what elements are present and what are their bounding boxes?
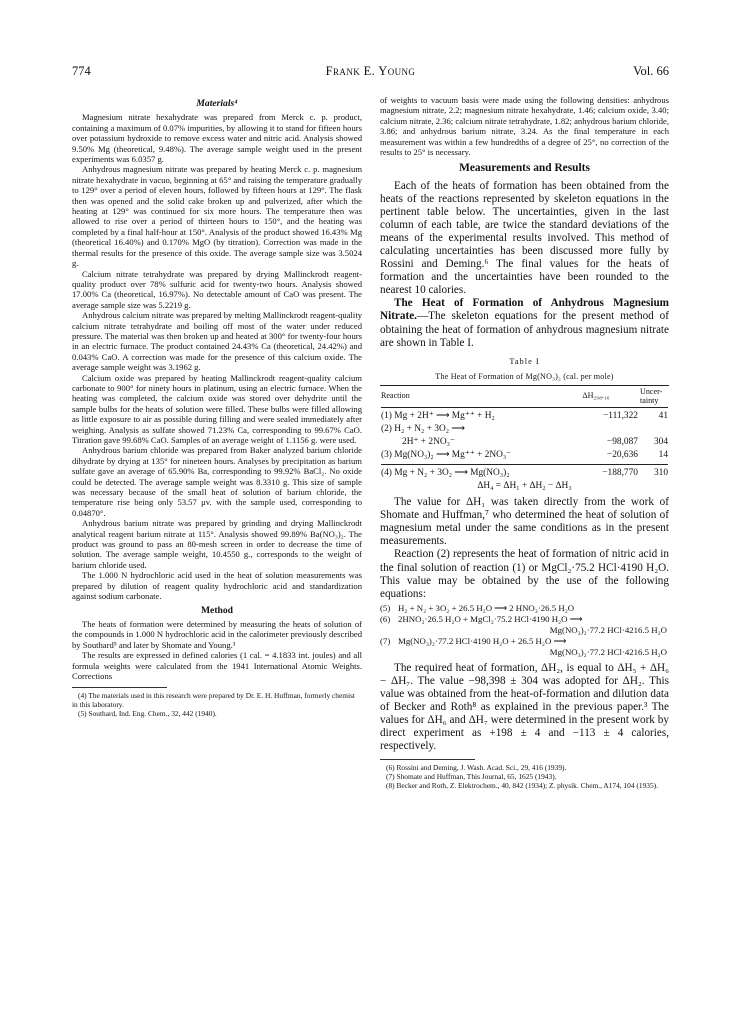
section-heading: Measurements and Results	[459, 162, 590, 175]
equation-6	[380, 614, 669, 625]
left-column	[72, 95, 362, 718]
method-heading: Method	[201, 604, 233, 616]
body-paragraph: Each of the heats of formation has been obtained from the heats of the reactions represented by skeleton equations in the pertinent table below. The uncertainties, given in the last column of each table, are twice the standard deviations of the means of the experimental results involved. This method of calculating uncertainties has been discussed more fully by Rossini and Deming.⁶ The final values for the heats of formation and the uncertainties have been rounded to the nearest 10 calories.	[380, 179, 669, 297]
table-header-reaction: Reaction	[381, 391, 410, 401]
equation-7	[380, 636, 669, 647]
method-paragraph: The results are expressed in defined calories (1 cal. = 4.1833 int. joules) and all formula weights were calculated from the 1941 International Atomic Weights. Corrections	[72, 650, 362, 681]
table-cell-reaction: (2) H₂ + N₂ + 3O₂ ⟶	[381, 423, 465, 434]
table-row	[380, 449, 669, 462]
table-row	[380, 410, 669, 423]
table-sum-rule	[381, 464, 668, 465]
subsection-heading: The Heat of Formation of Anhydrous Magnesium Nitrate.	[380, 297, 669, 323]
continuation-paragraph: of weights to vacuum basis were made using the following densities: anhydrous magnesium nitrate, 2.2; magnesium nitrate hexahydrate, 1.46; calcium oxide, 3.40; calcium nitrate, 2.36; calcium nitrate tetrahydrate, 1.82; anhydrous barium chloride, 3.86; and anhydrous barium nitrate, 3.24. As the final temperature in each measurement was within a few hundredths of a degree of 25°, no correction of the results to 25° is necessary.	[380, 95, 669, 158]
table-cell-dh: −188,770	[602, 467, 638, 478]
table-cell-dh: −111,322	[602, 410, 638, 421]
equation-text: H₂ + N₂ + 3O₂ + 26.5 H₂O ⟶ 2 HNO₃·26.5 H₂O	[398, 602, 575, 613]
footnote: (6) Rossini and Deming, J. Wash. Acad. Sci., 29, 416 (1939).	[386, 763, 567, 773]
materials-paragraph: Anhydrous barium chloride was prepared from Baker analyzed barium chloride dihydrate by drying at 135° for nineteen hours. Analyses by precipitation as barium sulfate gave an average of 65.90% Ba, corresponding to 99.92% BaCl₂. No oxide could be detected. The average sample weight was 8.3310 g. This size of sample was necessary because of the small heat of solution of barium chloride, the temperature rise being only 53.57 μv. with the sample used, corresponding to 0.04870°.	[72, 445, 362, 518]
table-cell-reaction: 2H⁺ + 2NO₃⁻	[402, 436, 455, 447]
footnote: (5) Southard, Ind. Eng. Chem., 32, 442 (1940).	[78, 709, 217, 719]
materials-heading: Materials⁴	[196, 98, 238, 109]
table-caption: The Heat of Formation of Mg(NO₃)₂ (cal. per mole)	[435, 371, 614, 381]
table-cell-uncertainty: 304	[653, 436, 668, 447]
equation-number: (7)	[380, 635, 391, 646]
materials-paragraph: Anhydrous magnesium nitrate was prepared by heating Merck c. p. magnesium nitrate hexahydrate in vacuo, beginning at 65° and raising the temperature gradually to 129° over a period of eleven hours, followed by fifteen hours at 129°. The flask then was opened and the solid cake broken up and pulverized, after which the heating at 129° was continued for six more hours. The temperature then was allowed to rise over a period of thirteen hours to 150°, and the heating was completed by a final half-hour at 150°. Analysis of the product showed 16.43% Mg (theoretical 16.40%) and 0.170% MgO (by titration). Correction was made in the thermal results for the presence of this oxide. The average sample size was 3.5024 g.	[72, 164, 362, 269]
footnote: (4) The materials used in this research were prepared by Dr. E. H. Huffman, formerly chemist in this laboratory.	[72, 691, 355, 710]
materials-paragraph: Anhydrous barium nitrate was prepared by grinding and drying Mallinckrodt analytical reagent barium nitrate at 115°. Analysis showed 99.89% Ba(NO₃)₂. The product was ground to pass an 80-mesh screen in order to decrease the time of solution. The average sample weight, 10.4550 g., corresponds to the weight of barium chloride used.	[72, 518, 362, 570]
equation-text: Mg(NO₃)₂·77.2 HCl·4216.5 H₂O	[549, 624, 667, 635]
table-header-uncertainty: Uncer-tainty	[640, 386, 663, 405]
table-body	[380, 387, 669, 480]
materials-paragraph: Anhydrous calcium nitrate was prepared by melting Mallinckrodt reagent-quality calcium nitrate tetrahydrate and boiling off most of the water under reduced pressure. The material was then broken up and heated at 300° for twenty-four hours in an electric furnace. The product contained 24.43% Ca (theoretical, 24.42%) and 0.043% CaO. A correction was made for the presence of this calcium oxide. The average sample weight was 3.1962 g.	[72, 310, 362, 373]
equation-list	[380, 603, 669, 658]
materials-paragraph: Magnesium nitrate hexahydrate was prepared from Merck c. p. product, containing a maximum of 0.07% impurities, by allowing it to stand for fifteen hours over potassium hydroxide to remove excess water and nitric acid. Analysis showed 9.50% Mg (theoretical, 9.48%). The average sample weight used in the present experiments was 6.0357 g.	[72, 112, 362, 165]
table-cell-uncertainty: 310	[653, 467, 668, 478]
equation-text: Mg(NO₃)₂·77.2 HCl·4190 H₂O + 26.5 H₂O ⟶	[398, 635, 567, 646]
table-row	[380, 467, 669, 480]
equation-number: (5)	[380, 602, 391, 613]
table-footer-equation: ΔH₄ = ΔH₁ + ΔH₂ − ΔH₃	[477, 480, 572, 491]
right-column	[380, 95, 669, 790]
body-paragraph: Reaction (2) represents the heat of formation of nitric acid in the final solution of reaction (1) or MgCl₂·75.2 HCl·4190 H₂O. This value may be obtained by the use of the following equations:	[380, 548, 669, 600]
materials-paragraph: Calcium nitrate tetrahydrate was prepared by drying Mallinckrodt reagent-quality product over 78% sulfuric acid for twenty-two hours. Analysis showed 17.00% Ca (theoretical, 16.97%). No detectable amount of CaO was present. The average sample size was 5.2219 g.	[72, 268, 362, 310]
equation-number: (6)	[380, 613, 391, 624]
table-cell-reaction: (3) Mg(NO₃)₂ ⟶ Mg⁺⁺ + 2NO₃⁻	[381, 449, 512, 460]
table-row	[380, 436, 669, 449]
right-footnotes	[380, 763, 669, 790]
body-paragraph: The Heat of Formation of Anhydrous Magnesium Nitrate.—The skeleton equations for the present method of obtaining the heat of formation of anhydrous magnesium nitrate are shown in Table I.	[380, 297, 669, 349]
table-cell-dh	[581, 423, 639, 436]
footnote-rule	[380, 759, 475, 760]
volume-label: Vol. 66	[633, 64, 669, 78]
table-cell-reaction: (1) Mg + 2H⁺ ⟶ Mg⁺⁺ + H₂	[381, 410, 495, 421]
equation-5	[380, 603, 669, 614]
materials-paragraph: The 1.000 N hydrochloric acid used in the heat of solution measurements was prepared by dilution of reagent quality hydrochloric acid and standardization against sodium carbonate.	[72, 570, 362, 602]
table-cell-uncertainty: 14	[658, 449, 668, 460]
table-cell-dh: −20,636	[606, 449, 638, 460]
table-header-rule	[381, 407, 668, 408]
table-row	[380, 423, 669, 436]
table-top-rule	[380, 385, 669, 386]
body-paragraph: The required heat of formation, ΔH₂, is equal to ΔH₅ + ΔH₆ − ΔH₇. The value −98,398 ± 304 was adopted for ΔH₂. This value was obtained from the heat-of-formation and dilution data of Becker and Roth⁸ as explained in the previous paper.³ The values for ΔH₆ and ΔH₇ were determined in the present work by direct experiment as +198 ± 4 and −113 ± 4 calories, respectively.	[380, 661, 669, 753]
materials-paragraph: Calcium oxide was prepared by heating Mallinckrodt reagent-quality calcium carbonate to 900° for ninety hours in platinum, using an electric furnace. When the heating was completed, the calcium oxide was stored over dehydrite until the sample bulbs for the heats of solution were filled. These bulbs were filled allowing as little exposure to air as possible during filling and were sealed immediately after weighing. Analysis as sulfate showed 71.23% Ca, corresponding to 99.67% CaO. Titration gave 99.68% CaO. Samples of an average weight of 1.1156 g. were used.	[72, 372, 362, 445]
table-cell-uncertainty: 41	[658, 410, 668, 421]
method-paragraph: The heats of formation were determined by measuring the heats of solution of the compounds in 1.000 N hydrochloric acid in the calorimeter previously described by Southard⁵ and later by Shomate and Young.³	[72, 618, 362, 650]
left-footnotes	[72, 691, 362, 718]
page-number: 774	[72, 64, 91, 78]
footnote: (8) Becker and Roth, Z. Elektrochem., 40, 842 (1934); Z. physik. Chem., A174, 104 (1935).	[386, 781, 658, 791]
table-cell-dh: −98,087	[606, 436, 638, 447]
footnote: (7) Shomate and Huffman, This Journal, 65, 1625 (1943).	[386, 772, 557, 782]
table-cell-uncertainty	[639, 423, 669, 436]
table-1	[380, 355, 669, 493]
table-label: Table I	[509, 356, 540, 366]
equation-text: Mg(NO₃)₂·77.2 HCl·4216.5 H₂O	[549, 646, 667, 657]
table-cell-reaction: (4) Mg + N₂ + 3O₂ ⟶ Mg(NO₃)₂	[381, 467, 510, 478]
table-header-dh: ΔH₂₉₈.₁₆	[582, 391, 610, 401]
running-head: Frank E. Young	[325, 64, 416, 78]
equation-text: 2HNO₃·26.5 H₂O + MgCl₂·75.2 HCl·4190 H₂O ⟶	[398, 613, 583, 624]
body-paragraph: The value for ΔH₁ was taken directly from the work of Shomate and Huffman,⁷ who determined the heat of solution of magnesium metal under the same conditions as in the present measurements.	[380, 496, 669, 548]
footnote-rule	[72, 687, 167, 688]
page-header	[72, 64, 669, 80]
